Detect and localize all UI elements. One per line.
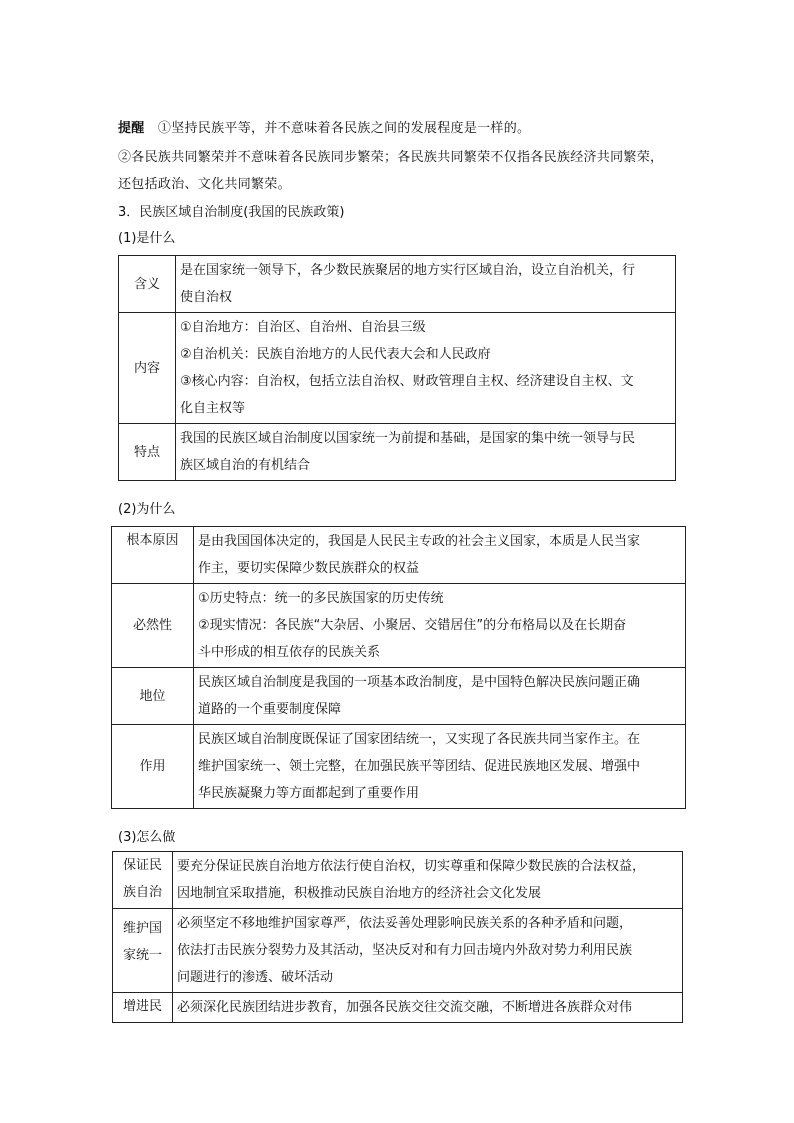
table-row: [113, 909, 683, 993]
table-row: [113, 993, 683, 1023]
what-table: [118, 255, 676, 481]
row-label: 必然性: [112, 584, 194, 668]
content-line: 依法打击民族分裂势力及其活动，坚决反对和有力回击境内外敌对势力利用民族: [177, 943, 633, 958]
table-row: [112, 584, 686, 668]
content-line: ①自治地方：自治区、自治州、自治县三级: [180, 320, 426, 335]
row-content: [176, 313, 676, 424]
table-row: [112, 668, 686, 725]
label-line: 家统一: [122, 948, 162, 963]
content-line: 化自主权等: [180, 401, 246, 416]
part3-caption: (3)怎么做: [118, 830, 176, 845]
tip-line-2: ②各民族共同繁荣并不意味着各民族同步繁荣；各民族共同繁荣不仅指各民族经济共同繁荣，: [118, 150, 664, 165]
row-label: 内容: [119, 313, 176, 424]
section-title: 3．民族区域自治制度(我国的民族政策): [118, 205, 345, 220]
row-label: [113, 909, 173, 993]
content-line: ②现实情况：各民族“大杂居、小聚居、交错居住”的分布格局以及在长期奋: [198, 618, 627, 633]
content-line: 斗中形成的相互依存的民族关系: [198, 645, 381, 660]
row-label: [113, 993, 173, 1023]
row-content: [194, 668, 686, 725]
table-row: [119, 313, 676, 424]
content-line: 华民族凝聚力等方面都起到了重要作用: [198, 786, 420, 801]
table-row: [119, 424, 676, 481]
content-line: ①历史特点：统一的多民族国家的历史传统: [198, 591, 444, 606]
content-line: 道路的一个重要制度保障: [198, 702, 342, 717]
row-content: [194, 527, 686, 584]
why-table: [111, 526, 686, 809]
content-line: 要充分保证民族自治地方依法行使自治权，切实尊重和保障少数民族的合法权益，: [177, 859, 646, 874]
content-line: 作主，要切实保障少数民族群众的权益: [198, 561, 420, 576]
label-line: 族自治: [122, 885, 162, 900]
row-content: [173, 993, 683, 1023]
content-line: 必须坚定不移地维护国家尊严，依法妥善处理影响民族关系的各种矛盾和问题，: [177, 916, 633, 931]
row-label: [113, 852, 173, 909]
content-line: 民族区域自治制度既保证了国家团结统一，又实现了各民族共同当家作主。在: [198, 732, 641, 747]
label-line: 增进民: [122, 999, 162, 1014]
table-row: [112, 725, 686, 809]
content-line: 因地制宜采取措施，积极推动民族自治地方的经济社会文化发展: [177, 886, 542, 901]
row-content: [194, 584, 686, 668]
content-line: 民族区域自治制度是我国的一项基本政治制度，是中国特色解决民族问题正确: [198, 675, 641, 690]
tip-line-1: [118, 119, 530, 139]
content-line: 我国的民族区域自治制度以国家统一为前提和基础，是国家的集中统一领导与民: [180, 431, 636, 446]
label-line: 维护国: [122, 921, 162, 936]
row-label: 地位: [112, 668, 194, 725]
how-table: [112, 851, 683, 1023]
tip-label: 提醒: [118, 121, 145, 136]
part2-caption: (2)为什么: [118, 502, 176, 517]
content-line: 维护国家统一、领土完整，在加强民族平等团结、促进民族地区发展、增强中: [198, 759, 641, 774]
tip-line-3: 还包括政治、文化共同繁荣。: [118, 177, 291, 192]
row-content: [194, 725, 686, 809]
row-content: [176, 424, 676, 481]
row-content: [173, 852, 683, 909]
tip-text-1: ①坚持民族平等，并不意味着各民族之间的发展程度是一样的。: [157, 121, 531, 136]
row-label: 特点: [119, 424, 176, 481]
table-row: [113, 852, 683, 909]
content-line: ③核心内容：自治权，包括立法自治权、财政管理自主权、经济建设自主权、文: [180, 374, 634, 389]
content-line: 使自治权: [180, 290, 233, 305]
table-row: [119, 256, 676, 313]
row-label: 作用: [112, 725, 194, 809]
content-line: 必须深化民族团结进步教育，加强各民族交往交流交融，不断增进各族群众对伟: [177, 1000, 633, 1015]
row-content: [176, 256, 676, 313]
content-line: 是在国家统一领导下，各少数民族聚居的地方实行区域自治，设立自治机关，行: [180, 263, 636, 278]
content-line: 族区域自治的有机结合: [180, 458, 311, 473]
content-line: 问题进行的渗透、破坏活动: [177, 970, 334, 985]
label-line: 保证民: [122, 858, 162, 873]
table-row: [112, 527, 686, 584]
content-line: ②自治机关：民族自治地方的人民代表大会和人民政府: [180, 347, 491, 362]
part1-caption: (1)是什么: [118, 231, 176, 246]
content-line: 是由我国国体决定的，我国是人民民主专政的社会主义国家，本质是人民当家: [198, 534, 641, 549]
row-label: 根本原因: [112, 527, 194, 584]
row-content: [173, 909, 683, 993]
row-label: 含义: [119, 256, 176, 313]
